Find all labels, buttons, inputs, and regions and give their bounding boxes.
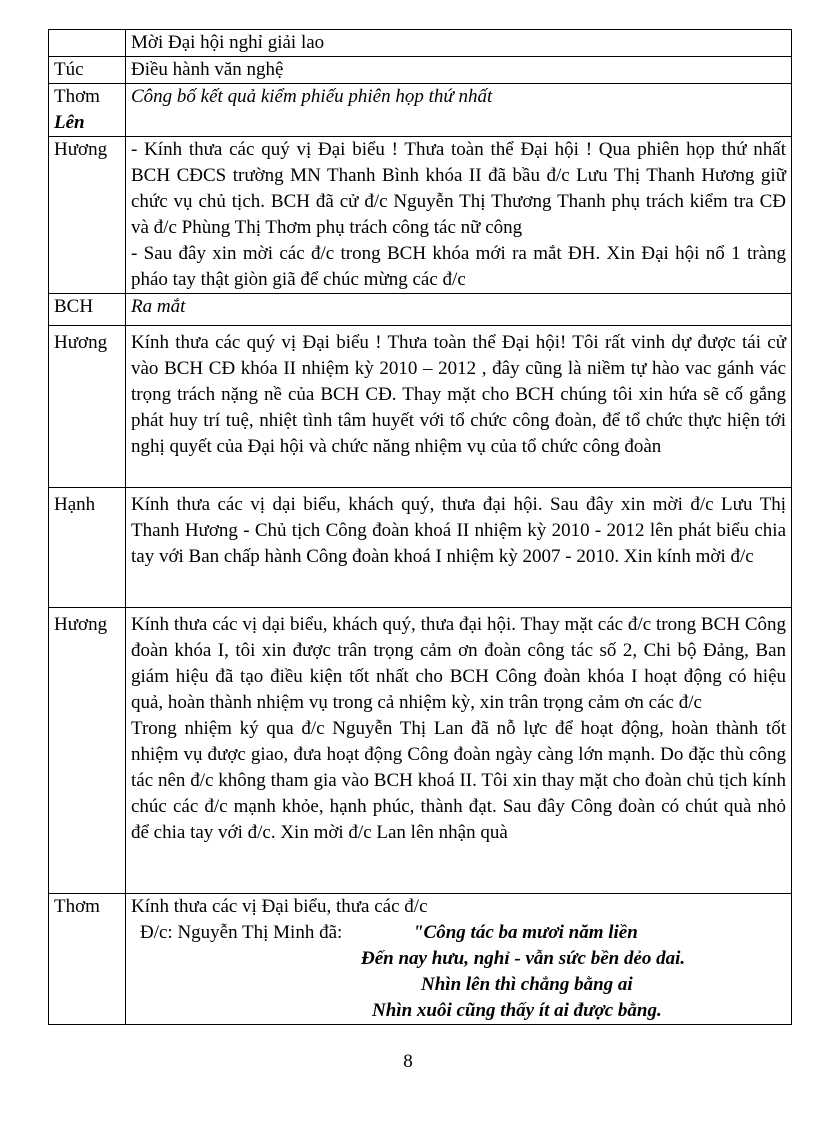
content-cell: Kính thưa các vị dại biểu, khách quý, thưa đại hội. Sau đây xin mời đ/c Lưu Thị Thanh Hương - Chủ tịch Công đoàn khoá II nhiệm kỳ 2010 - 2012 lên phát biểu chia tay với Ban chấp hành Công đoàn khoá I nhiệm kỳ 2007 - 2010. Xin kính mời đ/c <box>126 488 792 608</box>
poem-line: Nhìn xuôi cũng thấy ít ai được bằng. <box>372 1000 662 1021</box>
speaker-cell: Hương <box>49 137 126 294</box>
poem <box>131 920 786 1024</box>
table-row <box>49 294 792 326</box>
poem-line: "Công tác ba mươi năm liền <box>413 922 638 943</box>
poem-line: Nhìn lên thì chẳng bằng ai <box>421 974 633 995</box>
speaker-cell <box>49 30 126 57</box>
table-row <box>49 84 792 137</box>
content-cell <box>126 894 792 1025</box>
speaker-name: Thơm <box>54 86 100 107</box>
speaker-cell: Hương <box>49 326 126 488</box>
speaker-cell <box>49 84 126 137</box>
speaker-name: Lên <box>54 112 85 133</box>
speaker-cell: BCH <box>49 294 126 326</box>
page-number: 8 <box>403 1051 413 1072</box>
content-cell: Công bố kết quả kiểm phiếu phiên họp thứ nhất <box>126 84 792 137</box>
poem-intro: Đ/c: Nguyễn Thị Minh đã: <box>140 922 343 943</box>
paragraph: Trong nhiệm ký qua đ/c Nguyễn Thị Lan đã nỗ lực để hoạt động, hoàn thành tốt nhiệm vụ được giao, đưa hoạt động Công đoàn ngày càng lớn mạnh. Do đặc thù công tác nên đ/c không tham gia vào BCH khoá II. Tôi xin thay mặt cho đoàn chủ tịch kính chúc các đ/c mạnh khỏe, hạnh phúc, thành đạt. Sau đây Công đoàn có chút quà nhỏ để chia tay với đ/c. Xin mời đ/c Lan lên nhận quà <box>131 718 786 843</box>
content-cell: Kính thưa các quý vị Đại biểu ! Thưa toàn thể Đại hội! Tôi rất vinh dự được tái cử vào BCH CĐ khóa II nhiệm kỳ 2010 – 2012 , đây cũng là niềm tự hào vac gánh vác trọng trách nặng nề của BCH CĐ. Thay mặt cho BCH chúng tôi xin hứa sẽ cố gắng phát huy trí tuệ, nhiệt tình tâm huyết với tổ chức công đoàn, để tổ chức thực hiện tới nghị quyết của Đại hội và chức năng nhiệm vụ của tổ chức công đoàn <box>126 326 792 488</box>
poem-line: Đến nay hưu, nghỉ - vẫn sức bền dẻo dai. <box>361 948 686 969</box>
content-cell <box>126 137 792 294</box>
content-cell: Mời Đại hội nghỉ giải lao <box>126 30 792 57</box>
speaker-cell: Túc <box>49 57 126 84</box>
content-cell <box>126 608 792 894</box>
table-row <box>49 894 792 1025</box>
content-cell: Điều hành văn nghệ <box>126 57 792 84</box>
table-row <box>49 57 792 84</box>
speaker-cell: Hạnh <box>49 488 126 608</box>
table-row <box>49 326 792 488</box>
table-row <box>49 137 792 294</box>
paragraph: Kính thưa các vị Đại biểu, thưa các đ/c <box>131 896 428 917</box>
table-row <box>49 30 792 57</box>
script-table <box>48 29 792 1025</box>
table-row <box>49 608 792 894</box>
paragraph: Kính thưa các vị dại biểu, khách quý, thưa đại hội. Thay mặt các đ/c trong BCH Công đoàn khóa I, tôi xin được trân trọng cảm ơn đoàn công tác số 2, Chi bộ Đảng, Ban giám hiệu đã tạo điều kiện tốt nhất cho BCH Công đoàn khóa I hoạt động có hiệu quả, hoàn thành nhiệm vụ trong cả nhiệm kỳ, xin trân trọng cảm ơn các đ/c <box>131 614 786 713</box>
paragraph: - Sau đây xin mời các đ/c trong BCH khóa mới ra mắt ĐH. Xin Đại hội nổ 1 tràng pháo tay thật giòn giã để chúc mừng các đ/c <box>131 243 786 290</box>
content-cell: Ra mắt <box>126 294 792 326</box>
table-row <box>49 488 792 608</box>
speaker-cell: Thơm <box>49 894 126 1025</box>
paragraph: - Kính thưa các quý vị Đại biểu ! Thưa toàn thể Đại hội ! Qua phiên họp thứ nhất BCH CĐCS trường MN Thanh Bình khóa II đã bầu đ/c Lưu Thị Thanh Hương giữ chức vụ chủ tịch. BCH đã cử đ/c Nguyễn Thị Thương Thanh phụ trách kiểm tra CĐ và đ/c Phùng Thị Thơm phụ trách công tác nữ công <box>131 139 786 238</box>
speaker-cell: Hương <box>49 608 126 894</box>
